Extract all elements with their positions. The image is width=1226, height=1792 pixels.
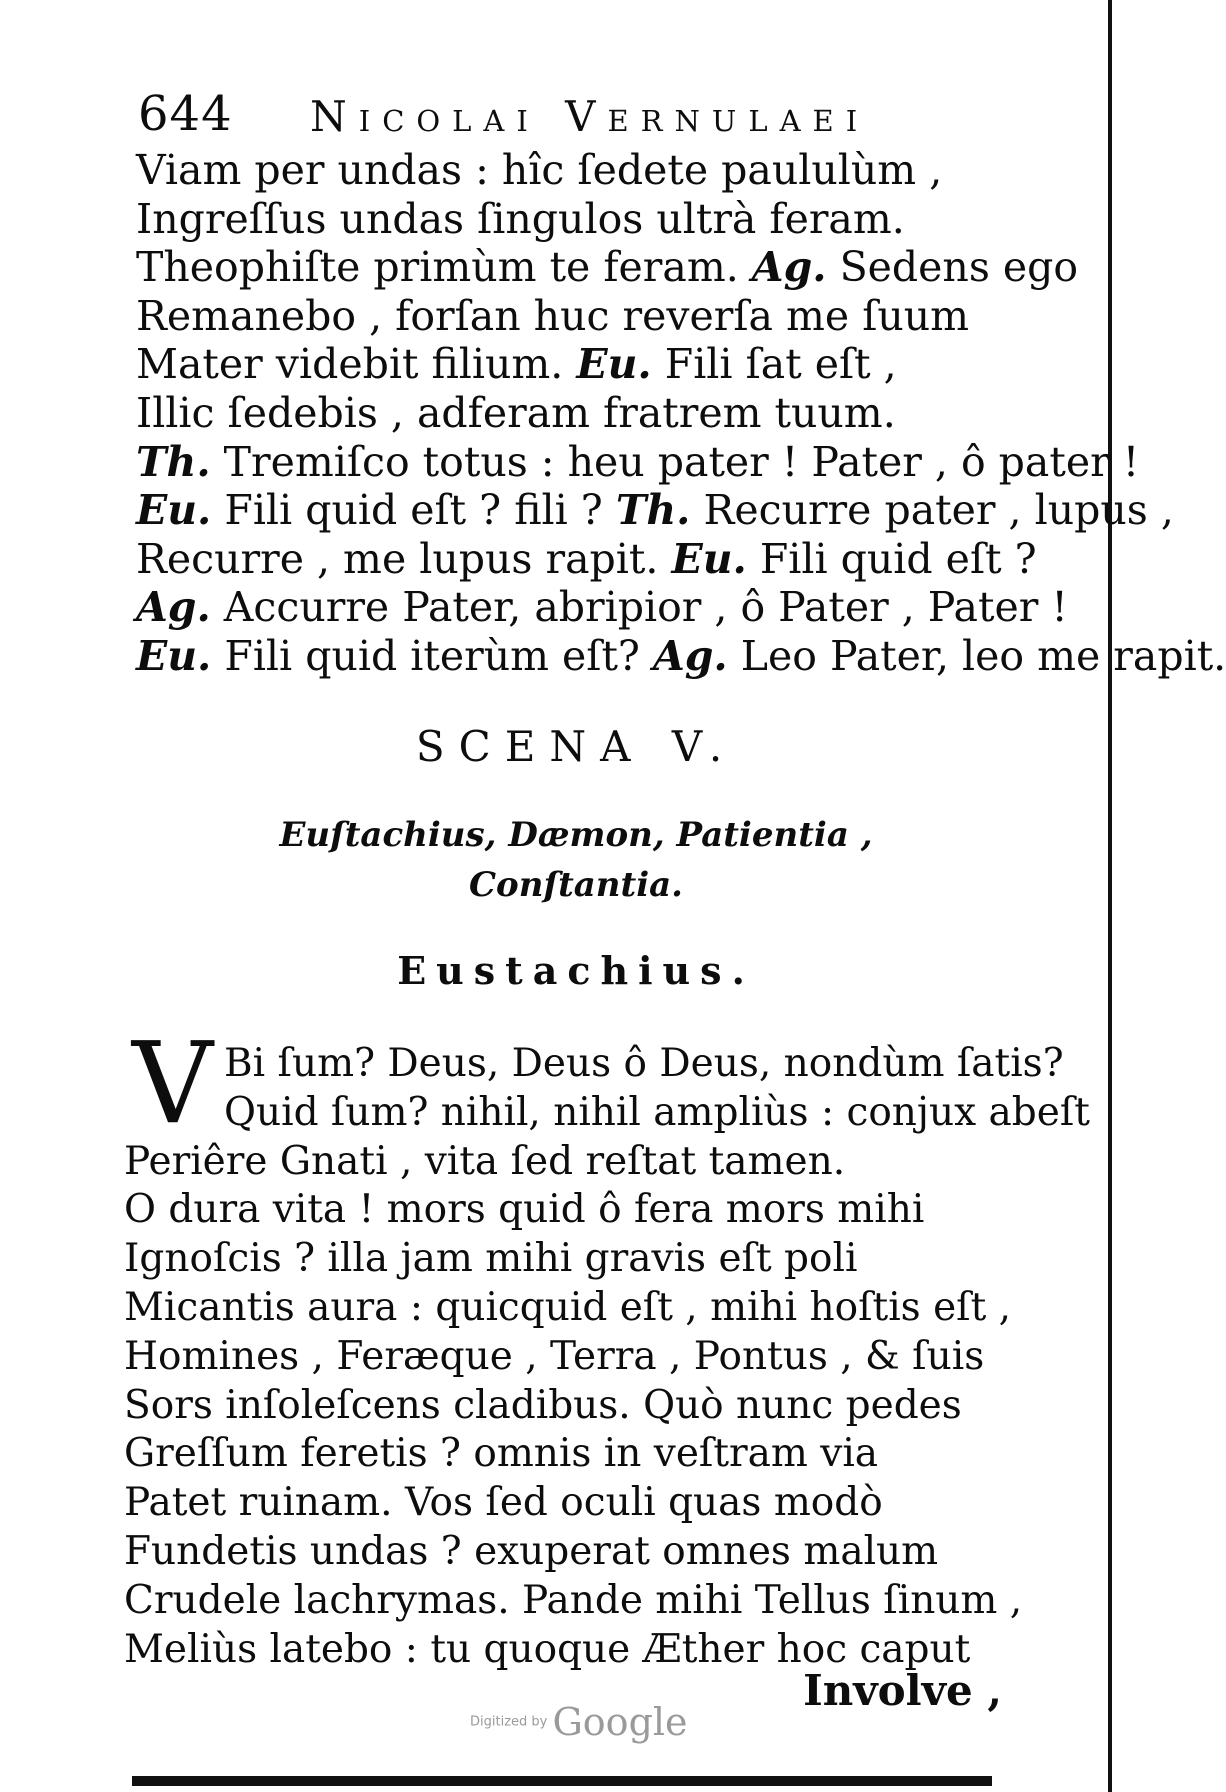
verse-line: Mater videbit filium. Eu. Fili ſat eſt , — [136, 340, 897, 389]
page-number: 644 — [138, 86, 233, 142]
verse-line: Micantis aura : quicquid eſt , mihi hoſtis eſt , — [124, 1284, 1012, 1330]
bottom-rule — [132, 1776, 992, 1786]
watermark-brand: Google — [552, 1700, 688, 1744]
scene-title: SCENA V. — [415, 722, 737, 771]
verse-line: Ingreſſus undas ſingulos ultrà feram. — [136, 194, 905, 243]
verse-line: Eu. Fili quid iterùm eſt? Ag. Leo Pater, leo me rapit. — [136, 631, 1226, 680]
verse-line: Meliùs latebo : tu quoque Æther hoc caput — [124, 1626, 971, 1672]
speaker-abbrev: Th. — [136, 437, 211, 486]
drop-cap: V — [132, 1019, 213, 1149]
digitized-watermark — [470, 1700, 710, 1750]
verse-block-1 — [136, 146, 1226, 681]
verse-line: Homines , Feræque , Terra , Pontus , & ſuis — [124, 1333, 985, 1379]
verse-line: Ignoſcis ? illa jam mihi gravis eſt poli — [124, 1236, 858, 1282]
verse-line: O dura vita ! mors quid ô fera mors mihi — [124, 1187, 925, 1233]
verse-line: Fundetis undas ? exuperat omnes malum — [124, 1528, 939, 1574]
running-head: Nicolai Vernulaei — [310, 92, 870, 141]
verse-line: Patet ruinam. Vos ſed oculi quas modò — [124, 1480, 883, 1526]
verse-line: Sors inſoleſcens cladibus. Quò nunc pedes — [124, 1382, 962, 1428]
verse-line: Eu. Fili quid eſt ? fili ? Th. Recurre pater , lupus , — [136, 486, 1174, 535]
verse-line: Quid ſum? nihil, nihil ampliùs : conjux abeſt — [224, 1089, 1090, 1135]
verse-line: Th. Tremiſco totus : heu pater ! Pater , ô pater ! — [136, 437, 1140, 486]
verse-block-2 — [124, 1040, 1090, 1674]
verse-line: Crudele lachrymas. Pande mihi Tellus ſinum , — [124, 1577, 1023, 1623]
watermark-prefix: Digitized by — [470, 1714, 548, 1730]
cast-line: Euſtachius, Dæmon, Patientia , — [279, 815, 873, 855]
cast-line: Conſtantia. — [468, 865, 684, 905]
verse-line: Remanebo , forſan huc reverſa me ſuum — [136, 291, 970, 340]
verse-line: Bi ſum? Deus, Deus ô Deus, nondùm ſatis? — [224, 1041, 1064, 1086]
verse-line: Periêre Gnati , vita ſed reſtat tamen. — [124, 1138, 846, 1184]
speaker-abbrev: Eu. — [136, 486, 212, 535]
verse-line: Greſſum feretis ? omnis in veſtram via — [124, 1431, 879, 1477]
speaker-abbrev: Eu. — [671, 534, 747, 583]
speaker-abbrev: Th. — [615, 486, 691, 535]
speaker-heading: Eustachius. — [397, 948, 755, 993]
cast-list — [0, 810, 1112, 910]
verse-line: Illic ſedebis , adferam fratrem tuum. — [136, 388, 896, 437]
page-header — [138, 86, 918, 146]
verse-line: Viam per undas : hîc ſedete paululùm , — [136, 146, 943, 194]
speaker-abbrev: Ag. — [136, 583, 211, 632]
verse-line: Ag. Accurre Pater, abripior , ô Pater , Pater ! — [136, 583, 1068, 632]
speaker-abbrev: Eu. — [576, 340, 652, 389]
speaker-abbrev: Ag. — [751, 243, 827, 292]
catchword: Involve , — [803, 1666, 1002, 1715]
verse-line: Theophiſte primùm te feram. Ag. Sedens ego — [136, 243, 1079, 292]
speaker-abbrev: Ag. — [652, 631, 728, 680]
verse-line: Recurre , me lupus rapit. Eu. Fili quid eſt ? — [136, 534, 1037, 583]
speaker-abbrev: Eu. — [136, 631, 212, 680]
